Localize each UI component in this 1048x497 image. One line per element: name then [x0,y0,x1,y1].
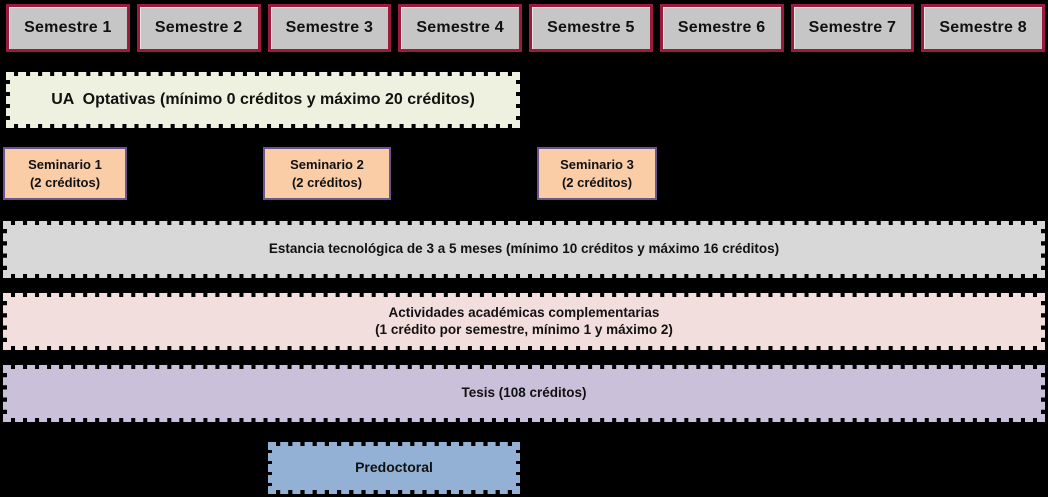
seminar-credits: (2 créditos) [29,174,101,190]
estancia-label: Estancia tecnológica de 3 a 5 meses (mínimo 10 créditos y máximo 16 créditos) [268,241,780,257]
semester-label: Semestre 3 [285,19,374,36]
semester-label: Semestre 7 [808,19,897,36]
seminar-box-1 [3,147,127,200]
semester-box-4 [398,4,522,52]
seminar-box-2 [263,147,391,200]
seminar-credits: (2 créditos) [291,174,363,190]
semester-label: Semestre 8 [939,19,1027,36]
seminar-title: Seminario 3 [560,156,634,172]
predoctoral-label: Predoctoral [355,459,433,476]
semester-box-3 [268,4,392,52]
semester-label: Semestre 1 [24,19,112,36]
semester-header-row [6,4,1045,52]
semester-label: Semestre 2 [154,19,243,36]
semester-label: Semestre 5 [547,19,635,36]
estancia-band [3,221,1045,278]
seminar-credits: (2 créditos) [561,174,633,190]
semester-box-5 [529,4,653,52]
actividades-band [3,293,1045,350]
actividades-line1: Actividades académicas complementarias [388,304,660,320]
semester-label: Semestre 6 [677,19,766,36]
optativas-band [6,72,520,128]
tesis-label: Tesis (108 créditos) [461,385,587,401]
actividades-line2: (1 crédito por semestre, mínimo 1 y máximo 2) [375,321,673,337]
seminar-box-3 [537,147,657,200]
semester-box-7 [791,4,915,52]
optativas-label: UA Optativas (mínimo 0 créditos y máximo 20 créditos) [51,91,475,108]
semester-box-6 [660,4,784,52]
tesis-band [3,365,1045,422]
semester-box-8 [921,4,1045,52]
predoctoral-band [268,442,520,494]
semester-label: Semestre 4 [416,19,504,36]
semester-box-2 [137,4,261,52]
seminar-title: Seminario 2 [290,156,364,172]
semester-box-1 [6,4,130,52]
seminar-title: Seminario 1 [28,156,102,172]
